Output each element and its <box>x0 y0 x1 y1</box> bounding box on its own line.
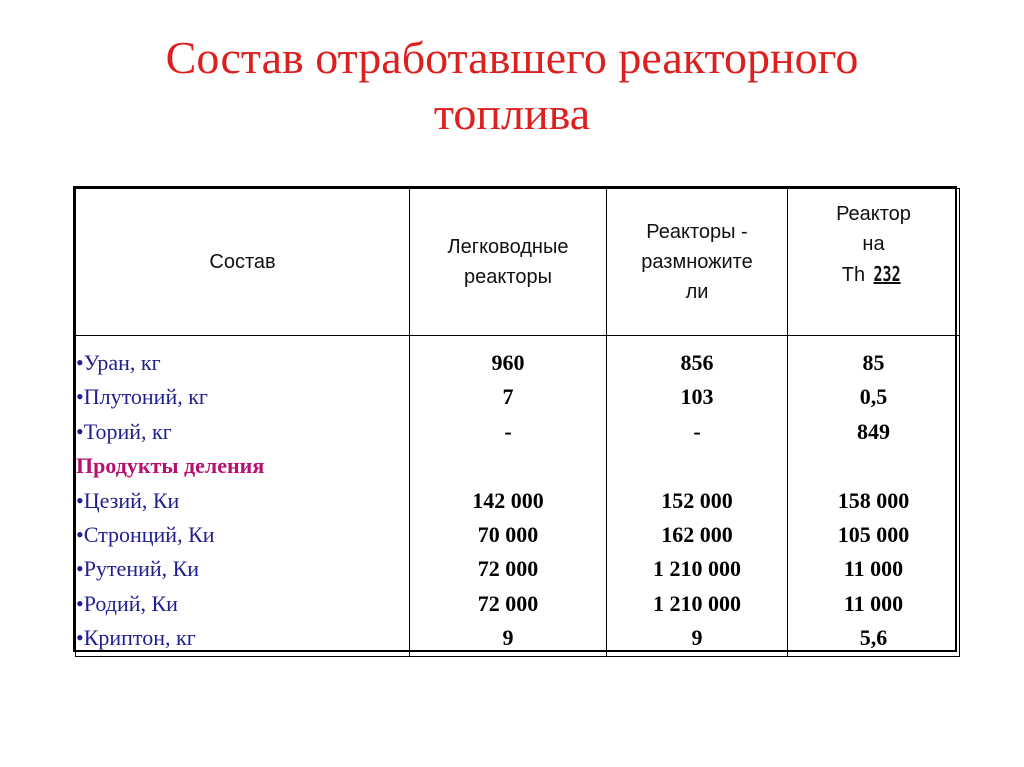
light-water-values-cell <box>410 336 607 657</box>
light-water-value: 70 000 <box>477 522 539 548</box>
thorium-value: 0,5 <box>859 384 888 410</box>
thorium-value: 11 000 <box>843 590 904 616</box>
row-label: •Цезий, Ки <box>76 487 180 513</box>
row-label: •Рутений, Ки <box>76 556 200 582</box>
light-water-value: 9 <box>502 625 514 651</box>
light-water-value: 7 <box>502 384 514 410</box>
breeder-value: 103 <box>680 384 714 410</box>
thorium-value: 105 000 <box>837 522 910 548</box>
breeder-value: 9 <box>691 625 703 651</box>
slide-title-line-2: топлива <box>433 88 591 139</box>
row-label: •Плутоний, кг <box>76 384 208 410</box>
header-breeder-reactors: Реакторы - размножите ли <box>607 189 788 336</box>
thorium-value <box>788 449 959 483</box>
light-water-value: 72 000 <box>477 556 539 582</box>
thorium-value: 85 <box>862 350 885 375</box>
thorium-symbol: Th <box>841 264 866 286</box>
thorium-value: 849 <box>857 418 890 444</box>
row-label: •Родий, Ки <box>76 590 178 616</box>
thorium-isotope: 232 <box>873 262 901 286</box>
breeder-value <box>607 449 787 483</box>
header-light-water-reactors: Легководные реакторы <box>410 189 607 336</box>
breeder-value: 1 210 000 <box>653 590 741 616</box>
row-label: •Стронций, Ки <box>76 522 215 548</box>
slide-title-line-1: Состав отработавшего реакторного <box>165 32 859 83</box>
light-water-value <box>410 449 606 483</box>
composition-labels-cell <box>76 336 410 657</box>
row-label: •Торий, кг <box>76 418 172 444</box>
row-label: •Уран, кг <box>76 350 161 375</box>
slide-title <box>0 30 1024 142</box>
thorium-values-cell <box>788 336 960 657</box>
composition-table <box>75 188 960 657</box>
composition-table-frame <box>73 186 957 652</box>
breeder-value: 152 000 <box>661 487 733 513</box>
breeder-values-cell <box>607 336 788 657</box>
thorium-value: 11 000 <box>843 556 904 582</box>
table-body-row <box>76 336 960 657</box>
light-water-value: 72 000 <box>477 590 539 616</box>
breeder-value: 1 210 000 <box>653 556 741 582</box>
breeder-value: 162 000 <box>661 522 733 548</box>
header-composition: Состав <box>76 189 410 336</box>
thorium-value: 158 000 <box>837 487 910 513</box>
header-thorium-reactor: Реактор на Th 232 <box>788 189 960 336</box>
section-label-fission-products: Продукты деления <box>76 453 265 479</box>
row-label: •Криптон, кг <box>76 625 196 651</box>
light-water-value: 960 <box>491 350 525 375</box>
breeder-value: - <box>693 418 701 444</box>
breeder-value: 856 <box>680 350 714 375</box>
light-water-value: 142 000 <box>472 487 544 513</box>
thorium-value: 5,6 <box>859 625 888 651</box>
table-header-row <box>76 189 960 336</box>
light-water-value: - <box>504 418 512 444</box>
